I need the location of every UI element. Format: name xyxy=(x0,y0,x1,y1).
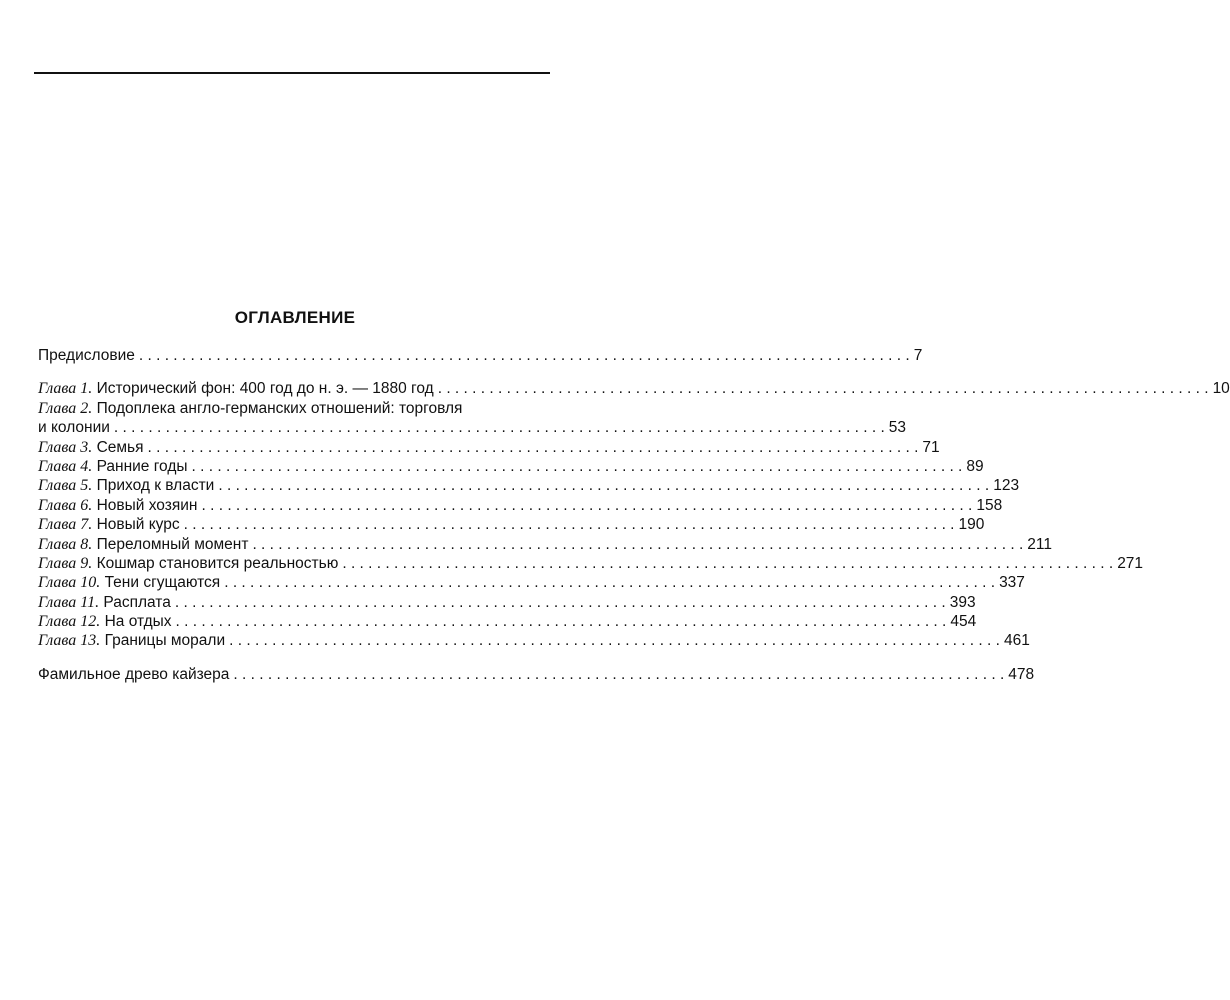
chapter-title: Переломный момент xyxy=(96,535,249,553)
dot-leader xyxy=(342,554,1113,573)
toc-entry-label: Предисловие xyxy=(38,347,135,364)
dot-leader xyxy=(229,631,1000,650)
dot-leader xyxy=(438,379,1209,398)
toc-entry-family-tree[interactable] xyxy=(38,665,1035,684)
page-number: 337 xyxy=(999,574,1025,592)
page-number: 454 xyxy=(950,613,977,631)
page-number: 478 xyxy=(1008,665,1035,683)
toc-entry-preface[interactable] xyxy=(38,346,923,365)
page-number: 7 xyxy=(913,347,923,364)
chapter-label: Глава 2. xyxy=(38,399,93,417)
toc-entry-chapter-6[interactable] xyxy=(38,496,1003,515)
toc-entry-chapter-13[interactable] xyxy=(38,631,1030,650)
toc-entry-chapter-9[interactable] xyxy=(38,554,1144,573)
chapter-label: Глава 1. xyxy=(38,380,93,398)
page-number: 393 xyxy=(949,593,976,611)
page-number: 89 xyxy=(966,457,984,475)
chapter-title: Исторический фон: 400 год до н. э. — 1880 год xyxy=(96,380,434,398)
page-number: 190 xyxy=(958,516,985,534)
dot-leader xyxy=(252,535,1023,554)
toc-entry-chapter-2-continued[interactable] xyxy=(38,418,907,437)
page-number: 461 xyxy=(1003,632,1030,650)
dot-leader xyxy=(175,593,946,612)
toc-entry-label: Фамильное древо кайзера xyxy=(38,665,230,683)
chapter-label: Глава 3. xyxy=(38,438,93,456)
chapter-title: Новый курс xyxy=(96,516,180,534)
dot-leader xyxy=(224,573,995,592)
chapter-title: Ранние годы xyxy=(96,457,188,475)
page-number: 71 xyxy=(922,438,940,456)
dot-leader xyxy=(176,612,947,631)
chapter-title: Границы морали xyxy=(104,632,226,650)
page-number: 53 xyxy=(888,419,907,437)
top-rule xyxy=(34,72,550,74)
chapter-title-line-2: и колонии xyxy=(38,419,110,437)
toc-entry-chapter-11[interactable] xyxy=(38,593,976,612)
page-number: 271 xyxy=(1117,554,1144,572)
dot-leader xyxy=(201,496,972,515)
toc-entry-chapter-2[interactable] xyxy=(38,399,550,418)
toc-entry-chapter-5[interactable] xyxy=(38,476,1020,495)
chapter-title: На отдых xyxy=(104,613,172,631)
chapter-title: Семья xyxy=(96,438,144,456)
page-number: 123 xyxy=(993,477,1020,495)
chapter-title: Приход к власти xyxy=(96,477,215,495)
dot-leader xyxy=(192,457,963,476)
chapter-title: Новый хозяин xyxy=(96,496,198,514)
toc-entry-chapter-3[interactable] xyxy=(38,438,940,457)
chapter-label: Глава 10. xyxy=(38,574,101,592)
toc-entry-chapter-4[interactable] xyxy=(38,457,984,476)
chapter-title-line-1: Подоплека англо-германских отношений: торговля xyxy=(96,399,463,417)
dot-leader xyxy=(139,346,910,365)
toc-entry-chapter-1[interactable] xyxy=(38,379,1230,398)
dot-leader xyxy=(218,476,989,495)
dot-leader xyxy=(148,438,919,457)
toc-entry-chapter-12[interactable] xyxy=(38,612,977,631)
page-number: 211 xyxy=(1027,535,1053,553)
page-number: 158 xyxy=(976,496,1003,514)
chapter-label: Глава 4. xyxy=(38,457,93,475)
chapter-title: Тени сгущаются xyxy=(104,574,221,592)
table-of-contents xyxy=(38,346,1230,684)
dot-leader xyxy=(184,515,955,534)
dot-leader xyxy=(233,665,1004,684)
chapter-label: Глава 9. xyxy=(38,554,93,572)
chapter-label: Глава 7. xyxy=(38,516,93,534)
chapter-label: Глава 13. xyxy=(38,632,101,650)
chapter-label: Глава 6. xyxy=(38,496,93,514)
page-title: ОГЛАВЛЕНИЕ xyxy=(234,308,356,327)
chapter-label: Глава 8. xyxy=(38,535,93,553)
toc-entry-chapter-7[interactable] xyxy=(38,515,985,534)
toc-entry-chapter-10[interactable] xyxy=(38,573,1025,592)
chapter-label: Глава 12. xyxy=(38,613,101,631)
chapter-label: Глава 11. xyxy=(38,593,100,611)
dot-leader xyxy=(114,418,885,437)
toc-entry-chapter-8[interactable] xyxy=(38,535,1053,554)
chapter-label: Глава 5. xyxy=(38,477,93,495)
chapter-title: Кошмар становится реальностью xyxy=(96,554,339,572)
page-number: 10 xyxy=(1212,380,1230,398)
chapter-title: Расплата xyxy=(103,593,171,611)
